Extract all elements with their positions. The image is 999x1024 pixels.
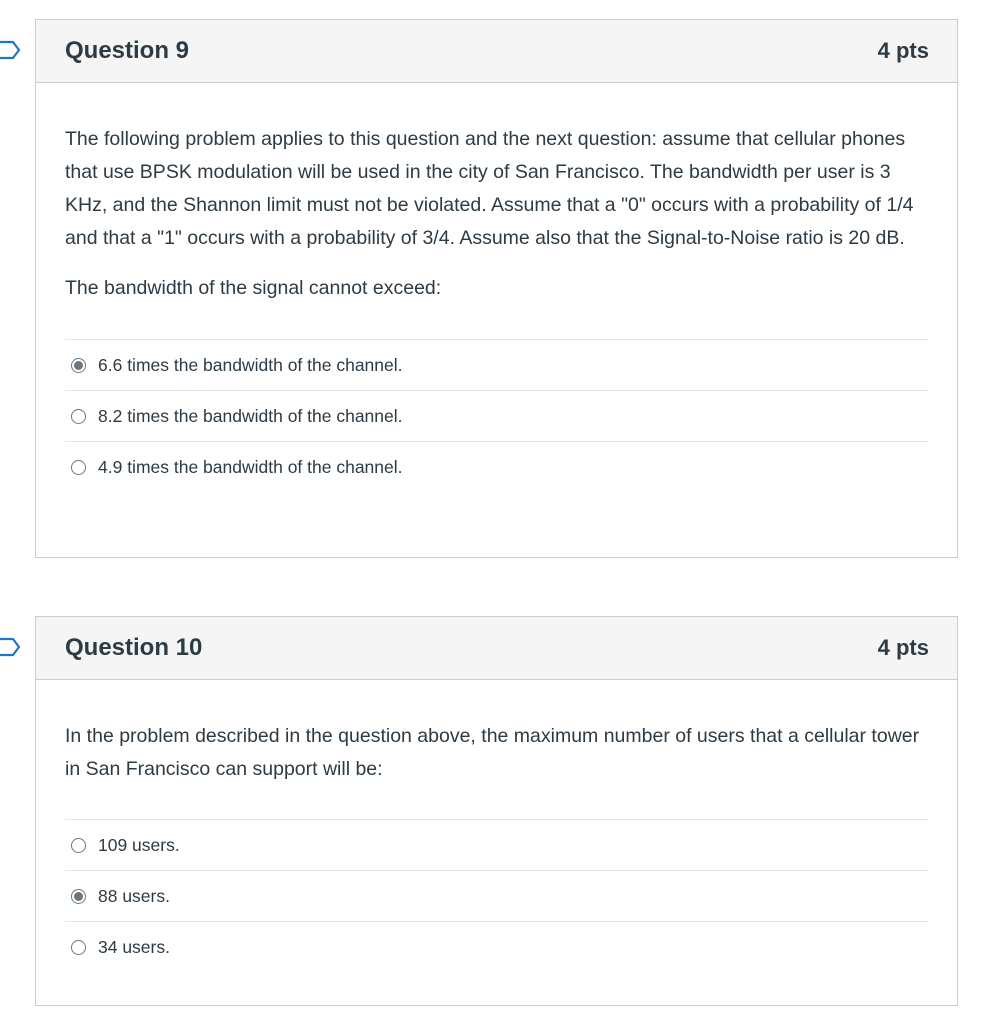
question-text [65, 83, 929, 305]
answer-label: 6.6 times the bandwidth of the channel. [98, 354, 403, 375]
answer-option[interactable] [65, 340, 929, 391]
answer-option[interactable] [65, 871, 929, 922]
question-header [36, 20, 957, 83]
answer-option[interactable] [65, 922, 929, 973]
question-points: 4 pts [877, 38, 929, 63]
question-paragraph: In the problem described in the question above, the maximum number of users that a cellular tower in San Francisco can support will be: [65, 725, 920, 780]
question-title: Question 10 [65, 634, 203, 661]
question-card [35, 19, 958, 558]
bookmark-flag-icon[interactable] [0, 637, 22, 657]
answer-label: 109 users. [98, 834, 180, 855]
radio-button[interactable] [71, 838, 86, 853]
radio-button-selected[interactable] [71, 358, 86, 373]
bookmark-flag-icon[interactable] [0, 40, 22, 60]
question-paragraph: The bandwidth of the signal cannot exceed: [65, 277, 442, 299]
radio-button[interactable] [71, 409, 86, 424]
question-points: 4 pts [877, 635, 929, 660]
answer-label: 8.2 times the bandwidth of the channel. [98, 405, 403, 426]
answer-option[interactable] [65, 442, 929, 493]
answer-option[interactable] [65, 391, 929, 442]
answer-list [65, 819, 929, 973]
answer-list [65, 339, 929, 493]
question-text [65, 680, 929, 786]
radio-button[interactable] [71, 460, 86, 475]
radio-button-selected[interactable] [71, 889, 86, 904]
question-title: Question 9 [65, 37, 190, 64]
answer-label: 4.9 times the bandwidth of the channel. [98, 457, 403, 477]
radio-button[interactable] [71, 940, 86, 955]
answer-label: 88 users. [98, 885, 170, 906]
question-header [36, 617, 957, 680]
question-card [35, 616, 958, 1006]
answer-label: 34 users. [98, 937, 170, 957]
question-paragraph: The following problem applies to this question and the next question: assume that cellular phones that use BPSK modulation will be used in the city of San Francisco. The bandwidth per user is 3 KHz, and the Shannon limit must not be violated. Assume that a "0" occurs with a probability of 1/4 and that a "1" occurs with a probability of 3/4. Assume also that the Signal-to-Noise ratio is 20 dB. [65, 128, 914, 249]
answer-option[interactable] [65, 820, 929, 871]
